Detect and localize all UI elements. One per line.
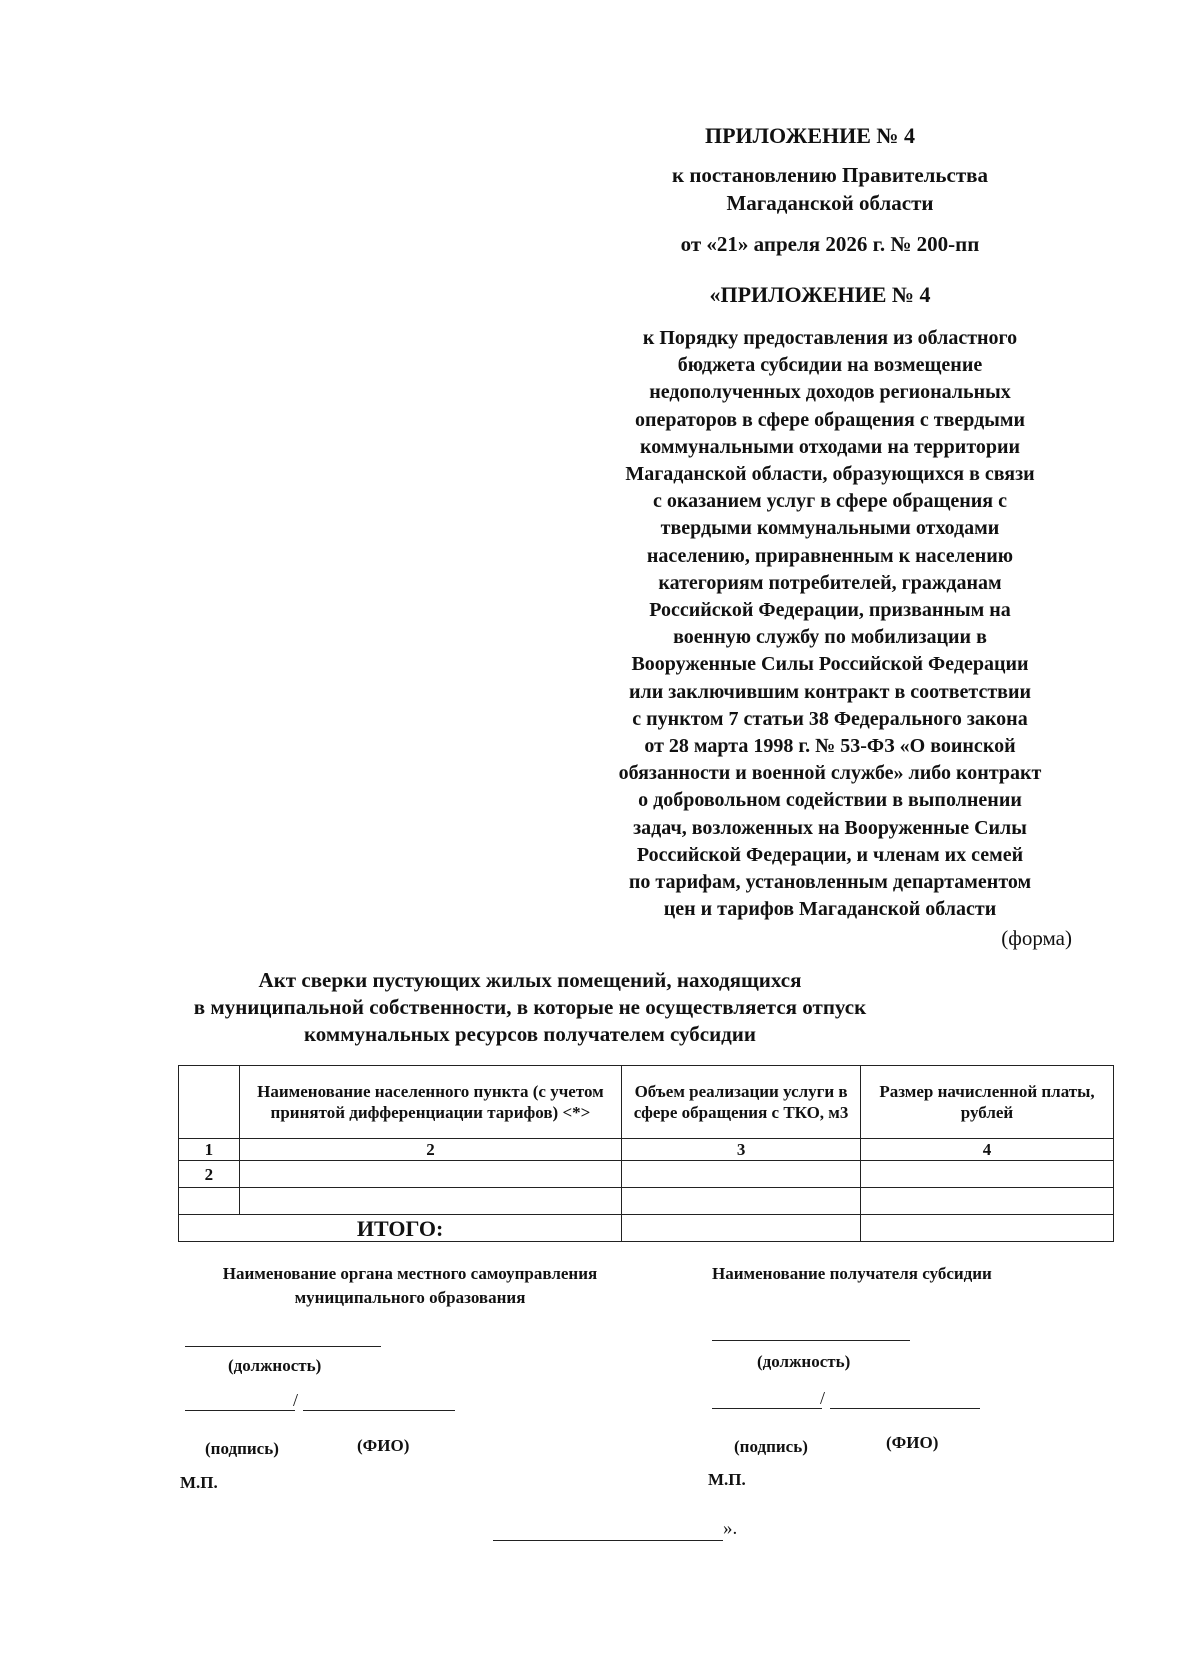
inner-line: по тарифам, установленным департаментом <box>628 871 1032 894</box>
right-fio-line <box>830 1408 980 1409</box>
header-cell: Объем реализации услуги в сфере обращения с ТКО, м3 <box>622 1066 861 1139</box>
left-fio-label: (ФИО) <box>357 1436 410 1455</box>
inner-appendix-text <box>560 325 1100 923</box>
table-cell <box>179 1188 240 1215</box>
inner-line: операторов в сфере обращения с твердыми <box>635 408 1025 431</box>
table-number-row <box>179 1139 1114 1161</box>
table-header-row <box>179 1066 1114 1139</box>
act-title-line-3: коммунальных ресурсов получателем субсидии <box>303 1022 757 1046</box>
act-title <box>160 967 900 1048</box>
inner-line: с пунктом 7 статьи 38 Федерального закона <box>632 707 1028 730</box>
header-cell: Размер начисленной платы, рублей <box>860 1066 1113 1139</box>
act-title-line-1: Акт сверки пустующих жилых помещений, находящихся <box>258 968 802 992</box>
inner-line: к Порядку предоставления из областного <box>642 327 1018 349</box>
inner-appendix-title: «ПРИЛОЖЕНИЕ № 4 <box>709 282 931 307</box>
inner-line: или заключившим контракт в соответствии <box>628 680 1032 703</box>
table-cell: 2 <box>179 1161 240 1188</box>
left-signature-line <box>185 1410 295 1411</box>
left-position-label: (должность) <box>228 1356 322 1375</box>
inner-line: Магаданской области, образующихся в связи <box>625 463 1035 486</box>
table-cell <box>239 1188 621 1215</box>
header-cell <box>179 1066 240 1139</box>
right-signature-line <box>712 1408 822 1409</box>
resolution-line-1: к постановлению Правительства <box>671 163 989 187</box>
table-cell <box>860 1161 1113 1188</box>
table-cell <box>860 1188 1113 1215</box>
inner-line: Российской Федерации, призванным на <box>649 599 1011 622</box>
left-org-line-2: муниципального образования <box>294 1288 526 1307</box>
left-signature-label: (подпись) <box>205 1439 279 1458</box>
left-fio-line <box>303 1410 455 1411</box>
form-label: (форма) <box>1001 926 1072 950</box>
table-total-row <box>179 1215 1114 1242</box>
inner-line: коммунальными отходами на территории <box>639 435 1021 458</box>
column-number: 1 <box>179 1139 240 1161</box>
act-table <box>178 1065 1114 1242</box>
table-cell <box>622 1161 861 1188</box>
right-signature-label: (подпись) <box>734 1437 808 1456</box>
appendix-title: ПРИЛОЖЕНИЕ № 4 <box>704 123 916 148</box>
inner-line: недополученных доходов региональных <box>649 381 1011 404</box>
total-cell <box>622 1215 861 1242</box>
table-row <box>179 1188 1114 1215</box>
right-fio-label: (ФИО) <box>886 1433 939 1452</box>
column-number: 3 <box>622 1139 861 1161</box>
left-slash: / <box>293 1390 299 1410</box>
right-position-label: (должность) <box>757 1352 851 1371</box>
inner-line: задач, возложенных на Вооруженные Силы <box>633 816 1027 839</box>
column-number: 2 <box>239 1139 621 1161</box>
inner-line: обязанности и военной службе» либо контракт <box>618 762 1042 785</box>
table-row <box>179 1161 1114 1188</box>
date-line: от «21» апреля 2026 г. № 200-пп <box>680 232 980 256</box>
left-org-line-1: Наименование органа местного самоуправления <box>222 1264 598 1283</box>
column-number: 4 <box>860 1139 1113 1161</box>
inner-line: цен и тарифов Магаданской области <box>663 898 997 921</box>
right-position-line <box>712 1340 910 1341</box>
inner-line: от 28 марта 1998 г. № 53-ФЗ «О воинской <box>644 735 1016 758</box>
left-stamp-label: М.П. <box>180 1473 218 1492</box>
inner-line: Российской Федерации, и членам их семей <box>636 843 1024 866</box>
resolution-line-2: Магаданской области <box>726 191 934 215</box>
left-org-name <box>185 1262 635 1310</box>
inner-line: твердыми коммунальными отходами <box>660 517 1000 540</box>
inner-line: с оказанием услуг в сфере обращения с <box>652 490 1007 513</box>
right-stamp-label: М.П. <box>708 1470 746 1489</box>
total-label: ИТОГО: <box>179 1215 622 1242</box>
closing-line <box>493 1540 723 1541</box>
inner-line: населению, приравненным к населению <box>646 544 1014 567</box>
inner-line: Вооруженные Силы Российской Федерации <box>631 653 1029 676</box>
inner-line: бюджета субсидии на возмещение <box>677 354 983 377</box>
inner-line: о добровольном содействии в выполнении <box>638 789 1022 812</box>
inner-line: военную службу по мобилизации в <box>673 626 987 649</box>
total-cell <box>860 1215 1113 1242</box>
table-cell <box>239 1161 621 1188</box>
left-position-line <box>185 1346 381 1347</box>
closing-quote: ». <box>723 1518 738 1539</box>
table-cell <box>622 1188 861 1215</box>
right-slash: / <box>820 1388 826 1408</box>
inner-line: категориям потребителей, гражданам <box>658 571 1002 594</box>
right-org-name: Наименование получателя субсидии <box>712 1264 992 1283</box>
act-title-line-2: в муниципальной собственности, в которые не осуществляется отпуск <box>193 995 867 1019</box>
header-cell: Наименование населенного пункта (с учетом принятой дифференциации тарифов) <*> <box>239 1066 621 1139</box>
